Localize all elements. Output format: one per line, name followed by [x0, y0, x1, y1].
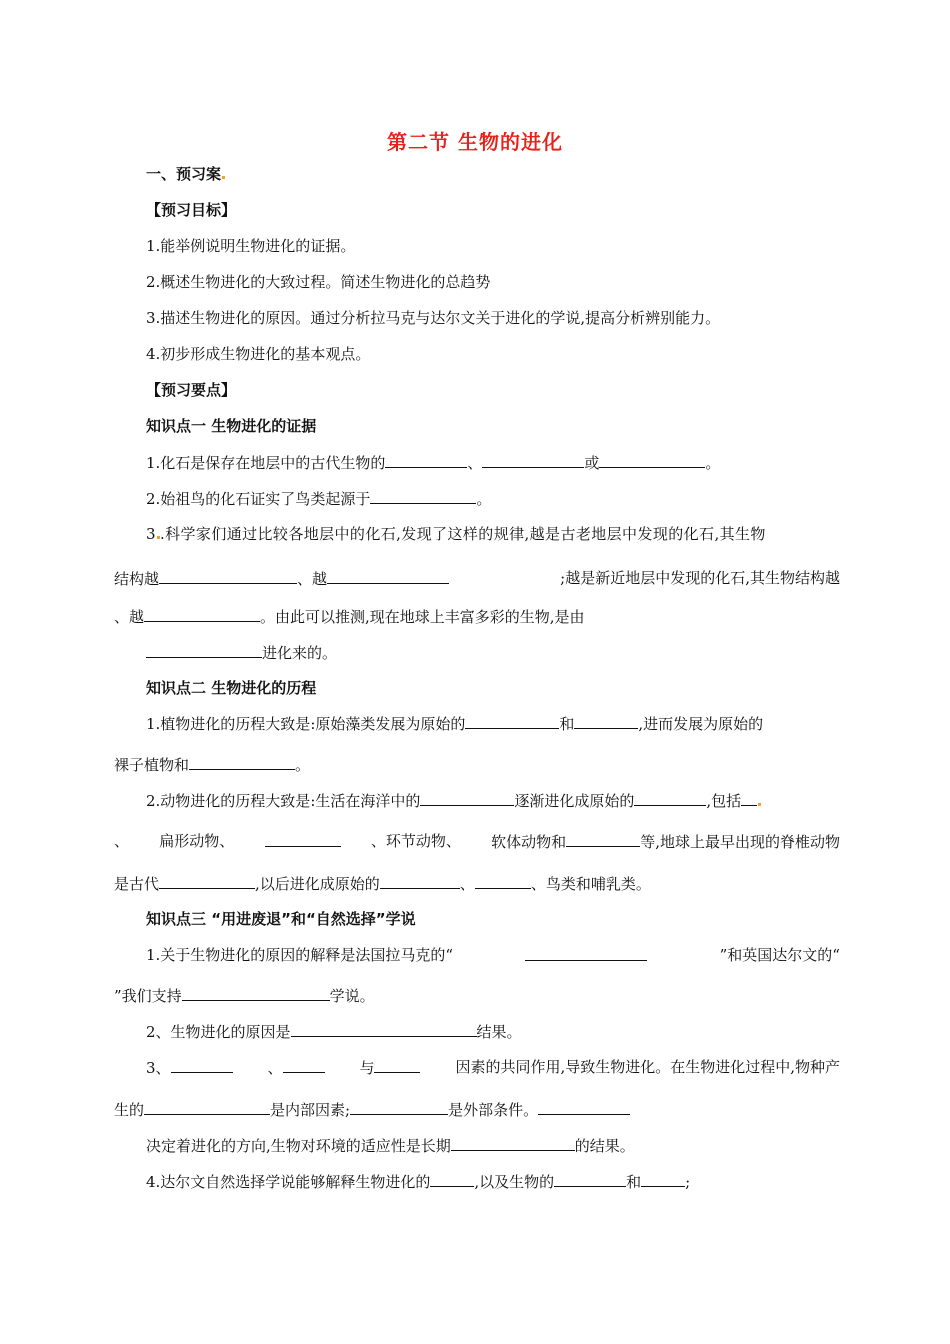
fill-blank[interactable]: [265, 831, 341, 847]
question-text: 进化来的。: [146, 642, 872, 663]
fill-blank[interactable]: [159, 873, 255, 889]
fill-blank[interactable]: [370, 488, 476, 504]
edit-mark: [758, 803, 761, 806]
goal-item: 3.描述生物进化的原因。通过分析拉马克与达尔文关于进化的学说,提高分析辨别能力。: [146, 309, 721, 327]
fill-blank[interactable]: [554, 1171, 626, 1187]
fill-blank[interactable]: [634, 790, 706, 806]
question-text: ”我们支持 学说。: [114, 987, 375, 1005]
question-text: 、越 。由此可以推测,现在地球上丰富多彩的生物,是由: [114, 608, 585, 626]
goal-item: 1.能举例说明生物进化的证据。: [146, 237, 356, 255]
question-text: 决定着进化的方向,生物对环境的适应性是长期 的结果。: [146, 1137, 635, 1155]
fill-blank[interactable]: [159, 568, 297, 584]
goal-item: 2.概述生物进化的大致过程。简述生物进化的总趋势: [146, 273, 491, 291]
fill-blank[interactable]: [144, 606, 260, 622]
fill-blank[interactable]: [482, 452, 584, 468]
question-text: 2.始祖鸟的化石证实了鸟类起源于 。: [146, 490, 492, 508]
fill-blank[interactable]: [465, 713, 559, 729]
fill-blank[interactable]: [171, 1057, 233, 1073]
question-text: 生的 是内部因素; 是外部条件。: [114, 1099, 840, 1120]
fill-blank[interactable]: [146, 642, 262, 658]
question-text: 1.关于生物进化的原因的解释是法国拉马克的“ ”和英国达尔文的“: [146, 946, 840, 964]
question-text: 1.化石是保存在地层中的古代生物的 、 或 。: [146, 454, 721, 472]
fill-blank[interactable]: [420, 790, 514, 806]
knowledge-point-2-title: 知识点二 生物进化的历程: [146, 679, 317, 697]
question-text: 4.达尔文自然选择学说能够解释生物进化的 ,以及生物的 和 ;: [146, 1173, 691, 1191]
fill-blank[interactable]: [350, 1099, 448, 1115]
question-text: 、 扁形动物、 、环节动物、 软体动物和 等,地球上最早出现的脊椎动物: [114, 832, 840, 851]
section-heading: 一、预习案: [146, 164, 872, 184]
fill-blank[interactable]: [566, 831, 640, 847]
knowledge-point-3-title: 知识点三 “用进废退”和“自然选择”学说: [146, 910, 416, 928]
question-text: 1.植物进化的历程大致是:原始藻类发展为原始的 和 ,进而发展为原始的: [146, 715, 764, 733]
question-text: 是古代 ,以后进化成原始的 、 、鸟类和哺乳类。: [114, 875, 651, 893]
goals-header: 【预习目标】: [146, 201, 237, 219]
fill-blank[interactable]: [291, 1021, 477, 1037]
points-header: 【预习要点】: [146, 381, 237, 399]
question-text: 结构越 、越 ;越是新近地层中发现的化石,其生物结构越: [114, 569, 840, 588]
fill-blank[interactable]: [475, 873, 531, 889]
fill-blank[interactable]: [574, 713, 638, 729]
fill-blank[interactable]: [283, 1057, 325, 1073]
fill-blank[interactable]: [525, 945, 647, 961]
question-text: 2、生物进化的原因是 结果。: [146, 1023, 522, 1041]
fill-blank[interactable]: [189, 754, 295, 770]
fill-blank[interactable]: [741, 790, 757, 806]
fill-blank[interactable]: [327, 568, 449, 584]
question-text: 2.动物进化的历程大致是:生活在海洋中的 逐渐进化成原始的 ,包括: [146, 790, 872, 811]
edit-mark: [222, 176, 225, 179]
fill-blank[interactable]: [538, 1099, 630, 1115]
page-title: 第二节 生物的进化: [387, 130, 563, 154]
fill-blank[interactable]: [451, 1135, 575, 1151]
fill-blank[interactable]: [380, 873, 460, 889]
fill-blank[interactable]: [385, 452, 467, 468]
fill-blank[interactable]: [430, 1171, 474, 1187]
knowledge-point-1-title: 知识点一 生物进化的证据: [146, 417, 317, 435]
fill-blank[interactable]: [599, 452, 705, 468]
goal-item: 4.初步形成生物进化的基本观点。: [146, 345, 371, 363]
question-text: 裸子植物和 。: [114, 756, 311, 774]
fill-blank[interactable]: [641, 1171, 685, 1187]
fill-blank[interactable]: [144, 1099, 270, 1115]
fill-blank[interactable]: [182, 985, 330, 1001]
question-text: 3、 、 与 因素的共同作用,导致生物进化。在生物进化过程中,物种产: [146, 1058, 840, 1077]
question-text: 3 .科学家们通过比较各地层中的化石,发现了这样的规律,越是古老地层中发现的化石,其生物: [146, 525, 766, 543]
fill-blank[interactable]: [374, 1057, 420, 1073]
